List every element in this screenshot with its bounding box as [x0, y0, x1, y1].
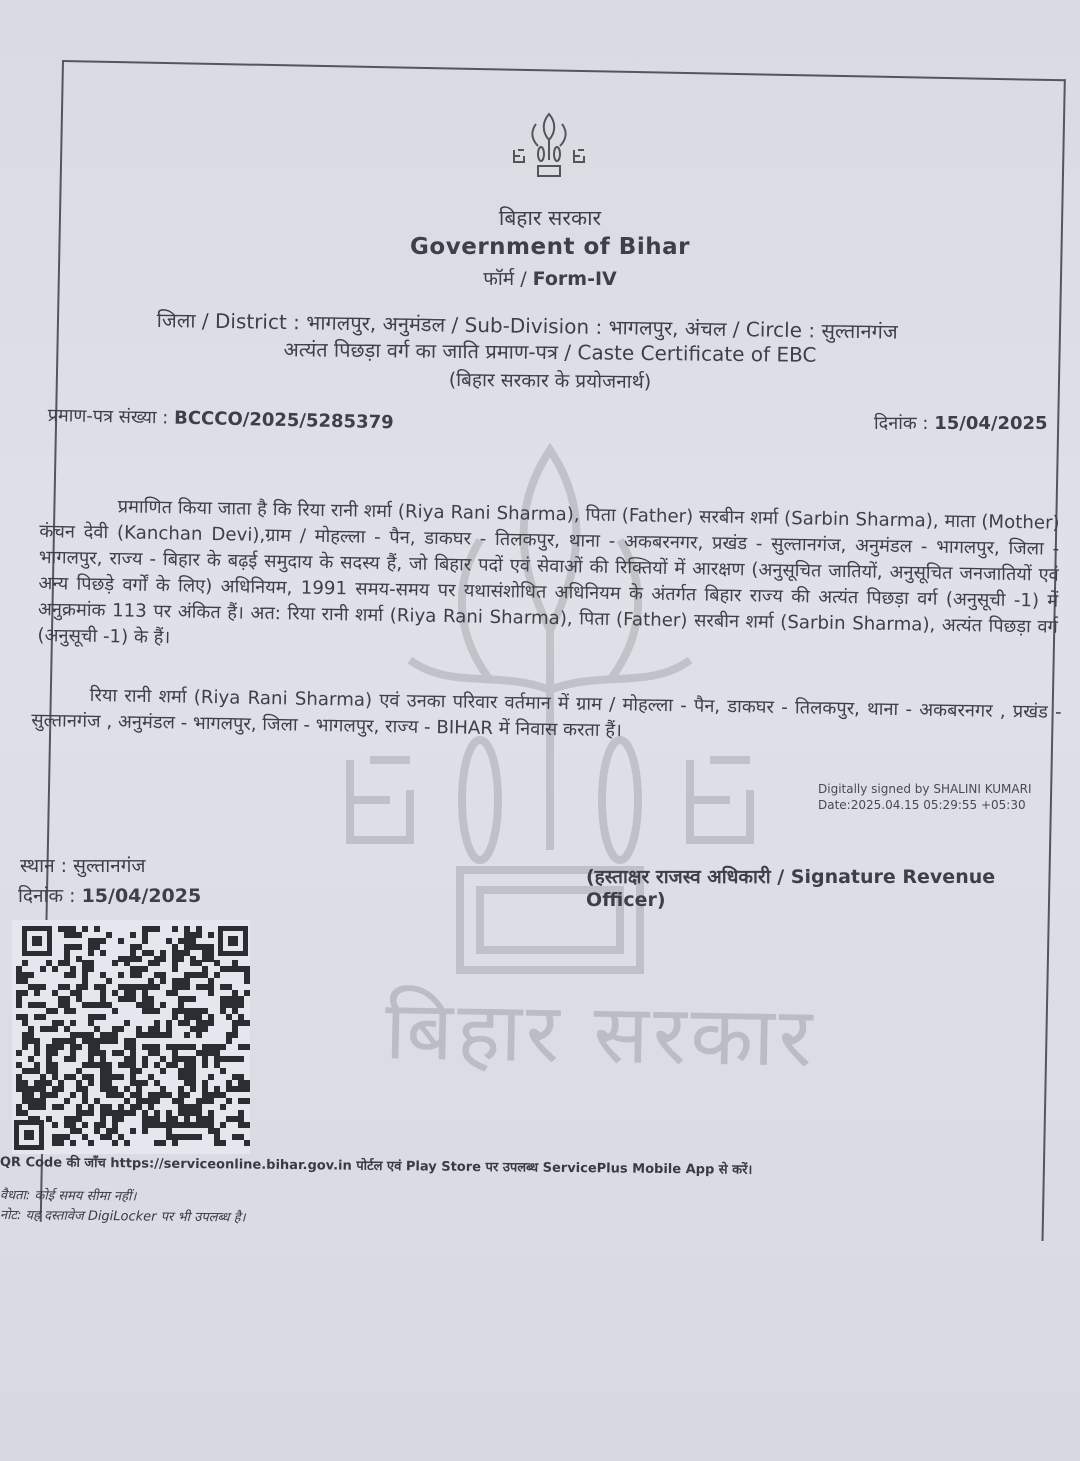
- place-date-value: 15/04/2025: [81, 885, 202, 907]
- header-english-title: Government of Bihar: [410, 234, 690, 260]
- form-label: फॉर्म / Form-IV: [483, 268, 617, 290]
- digital-signature-date: Date:2025.04.15 05:29:55 +05:30: [818, 798, 1026, 812]
- digital-signature: [818, 781, 1032, 813]
- certificate-title: अत्यंत पिछड़ा वर्ग का जाति प्रमाण-पत्र / Caste Certificate of EBC: [283, 337, 817, 367]
- footer-validity: वैधता: कोई समय सीमा नहीं।: [0, 1187, 137, 1205]
- footer-qr-note: QR Code की जाँच https://serviceonline.bihar.gov.in पोर्टल एवं Play Store पर उपलब्ध ServicePlus Mobile App से करें।: [0, 1154, 753, 1178]
- body-paragraph-2: रिया रानी शर्मा (Riya Rani Sharma) एवं उनका परिवार वर्तमान में ग्राम / मोहल्ला - पैन, डाकघर - तिलकपुर, थाना - अकबरनगर , प्रखंड - सुल्तानगंज , अनुमंडल - भागलपुर, जिला - भागलपुर, राज्य - BIHAR में निवास करता हैं।: [31, 685, 1062, 742]
- place-date: [18, 882, 201, 908]
- certificate-subtitle: (बिहार सरकार के प्रयोजनार्थ): [448, 368, 652, 394]
- watermark-text: बिहार सरकार: [384, 983, 817, 1086]
- certificate-number-value: BCCCO/2025/5285379: [173, 407, 394, 434]
- digital-signature-signer: Digitally signed by SHALINI KUMARI: [818, 782, 1032, 796]
- body-paragraph-1: प्रमाणित किया जाता है कि रिया रानी शर्मा (Riya Rani Sharma), पिता (Father) सरबीन शर्मा (Sarbin Sharma), माता (Mother) कंचन देवी (Kanchan Devi),ग्राम / मोहल्ला - पैन, डाकघर - तिलकपुर, थाना - अकबरनगर, प्रखंड - सुल्तानगंज, अनुमंडल - भागलपुर, जिला - भागलपुर, राज्य - बिहार के बढ़ई समुदाय के सदस्य हैं, जो बिहार पदों एवं सेवाओं की रिक्तियों में आरक्षण (अनुसूचित जातियों, अनुसूचित जनजातियों एवं अन्य पिछड़े वर्गों के लिए) अधिनियम, 1991 समय-समय पर यथासंशोधित अधिनियम के अंतर्गत बिहार राज्य की अत्यंत पिछड़ा वर्ग (अनुसूची -1) में अनुक्रमांक 113 पर अंकित हैं। अत: रिया रानी शर्मा (Riya Rani Sharma), पिता (Father) सरबीन शर्मा (Sarbin Sharma), अत्यंत पिछड़ा वर्ग (अनुसूची -1) के हैं।: [37, 496, 1060, 649]
- place-value: सुल्तानगंज: [73, 855, 146, 877]
- qr-code[interactable]: [12, 920, 250, 1154]
- certificate-number-label: प्रमाण-पत्र संख्या :: [47, 404, 169, 429]
- header-hindi-title: बिहार सरकार: [498, 206, 602, 230]
- district-line: जिला / District : भागलपुर, अनुमंडल / Sub-Division : भागलपुर, अंचल / Circle : सुल्तानगंज: [156, 307, 898, 344]
- place: [20, 852, 146, 878]
- form-label-hi: फॉर्म: [483, 268, 515, 290]
- footer-note: नोट: यह दस्तावेज DigiLocker पर भी उपलब्ध है।: [0, 1207, 246, 1226]
- certificate-date: [874, 411, 1048, 435]
- form-label-en: Form-IV: [532, 268, 617, 290]
- signature-revenue-officer: (हस्ताक्षर राजस्व अधिकारी / Signature Revenue Officer): [586, 866, 996, 911]
- certificate-date-value: 15/04/2025: [934, 413, 1048, 434]
- place-label: स्थान :: [20, 855, 68, 877]
- bihar-emblem-icon: [508, 110, 590, 182]
- certificate-date-label: दिनांक :: [874, 413, 929, 434]
- place-date-label: दिनांक :: [18, 885, 76, 907]
